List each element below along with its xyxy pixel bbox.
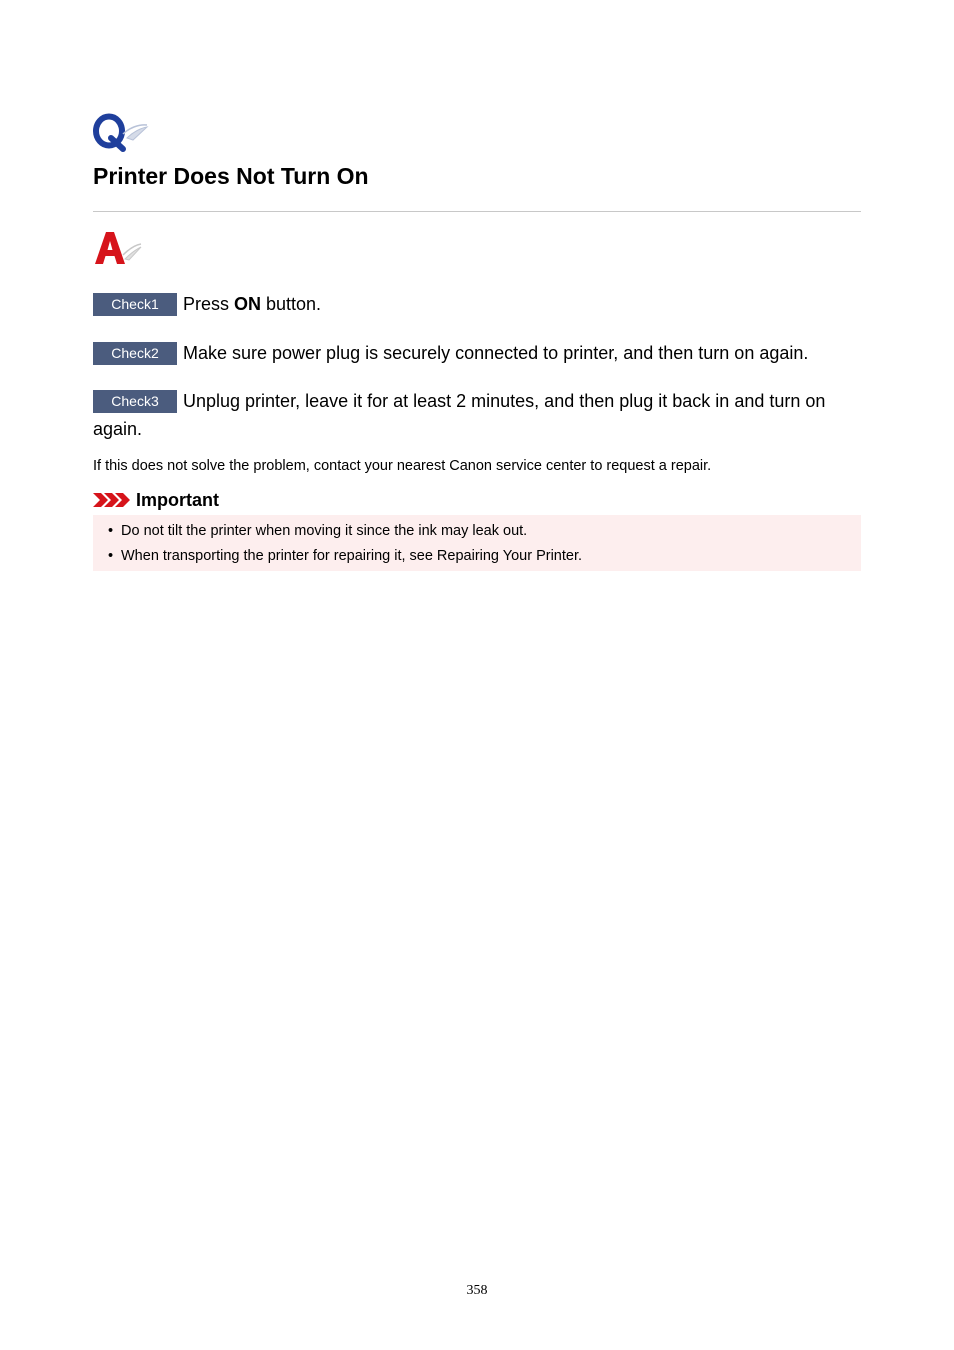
check-badge: Check2 <box>93 342 177 365</box>
answer-a-icon <box>93 229 143 267</box>
check-text: Make sure power plug is securely connected to printer, and then turn on again. <box>183 343 809 363</box>
check-text: Press <box>183 294 235 314</box>
check-text: Unplug printer, leave it for at least 2 minutes, and then plug it back in and turn on again. <box>93 391 826 439</box>
support-note: If this does not solve the problem, contact your nearest Canon service center to request a repair. <box>93 458 712 474</box>
bullet: • <box>108 523 114 539</box>
important-item-text: Do not tilt the printer when moving it since the ink may leak out. <box>121 523 528 539</box>
check-item-2 <box>93 339 861 367</box>
question-q-icon <box>93 112 149 152</box>
list-item <box>108 519 861 544</box>
check-item-1 <box>93 290 861 318</box>
page-title: Printer Does Not Turn On <box>93 163 369 189</box>
bullet: • <box>108 548 114 564</box>
check-item-3 <box>93 387 861 443</box>
important-box <box>93 515 861 571</box>
check-text-bold: ON <box>234 294 262 314</box>
important-label: Important <box>136 490 219 510</box>
list-item <box>108 544 861 569</box>
important-item-text: When transporting the printer for repairing it, see Repairing Your Printer. <box>121 548 583 564</box>
check-text: button. <box>261 294 322 314</box>
important-heading <box>93 488 219 512</box>
check-badge: Check1 <box>93 293 177 316</box>
important-list <box>108 519 861 569</box>
page-number: 358 <box>466 1283 488 1298</box>
check-badge: Check3 <box>93 390 177 413</box>
important-chevrons-icon <box>93 492 131 508</box>
title-divider <box>93 211 861 212</box>
